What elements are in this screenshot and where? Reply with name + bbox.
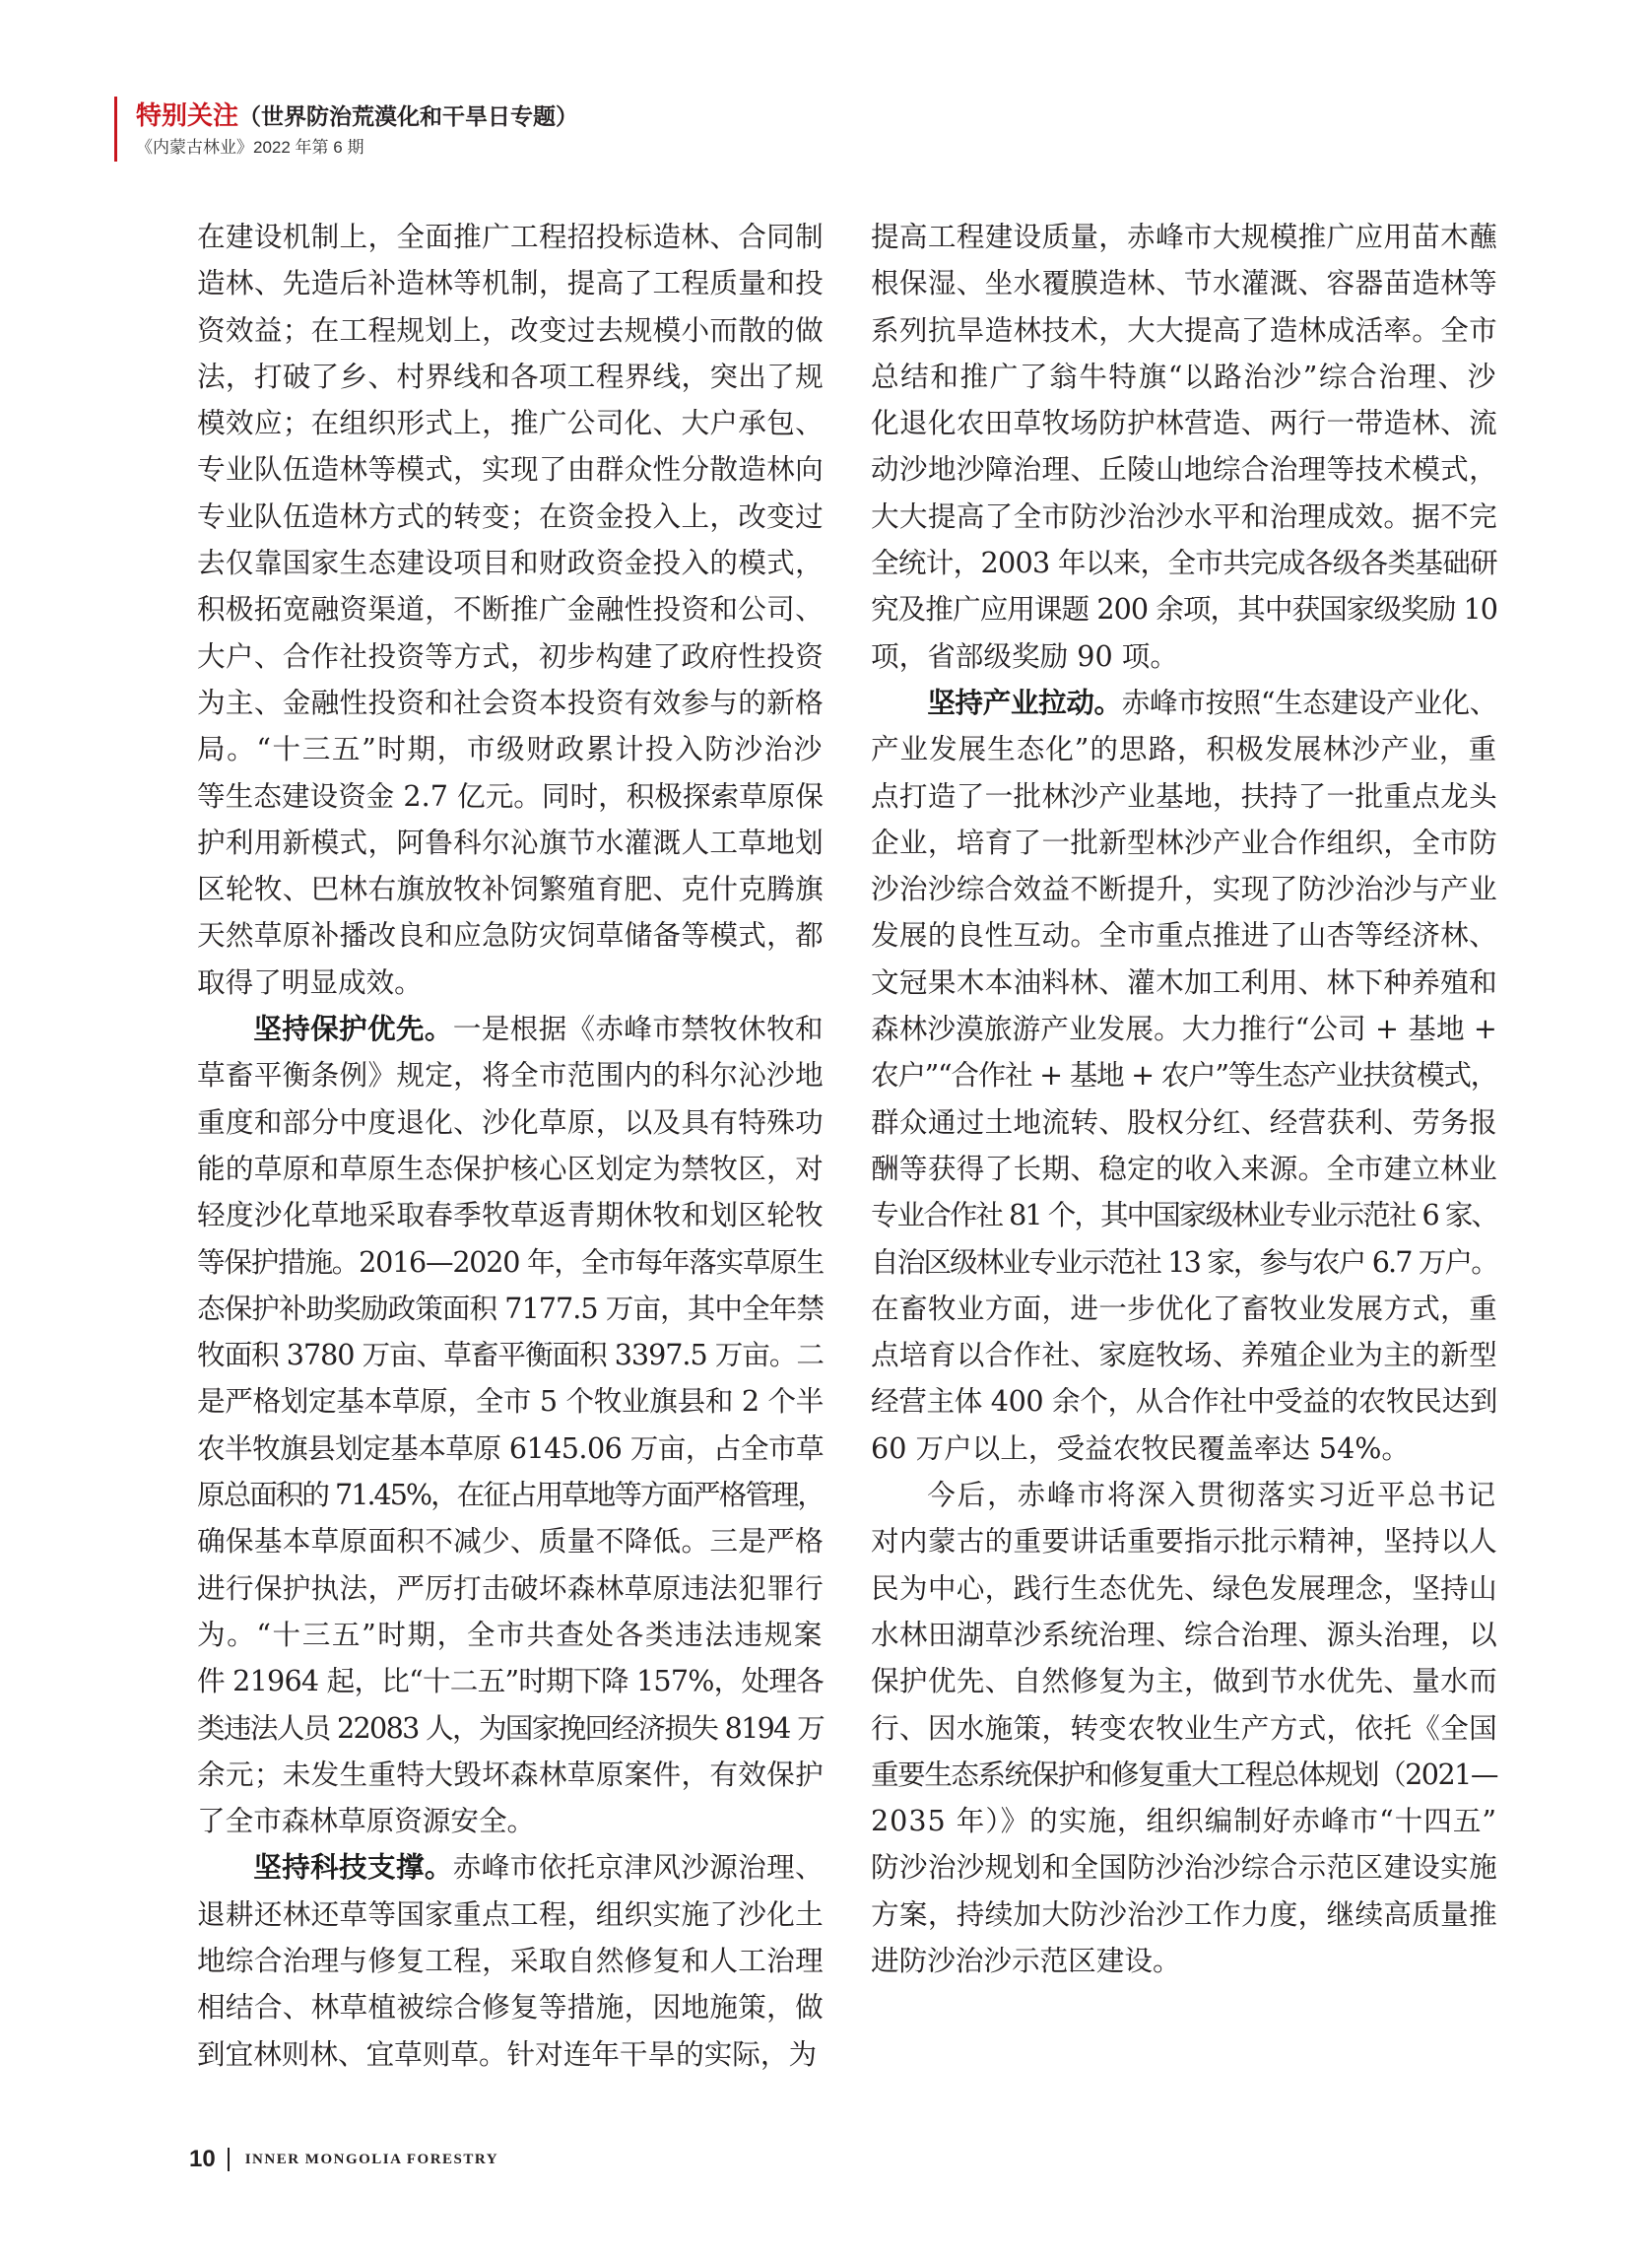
left-column [197,214,824,2078]
text-line [871,773,1497,820]
text-line [197,1099,824,1146]
line-text: 地综合治理与修复工程，采取自然修复和人工治理 [197,1943,824,1977]
text-line [197,1146,824,1192]
text-line [197,1378,824,1425]
line-text: 为主、金融性投资和社会资本投资有效参与的新格 [197,685,824,719]
text-line [197,912,824,959]
text-line [871,400,1497,446]
line-text: 企业，培育了一批新型林沙产业合作组织，全市防 [871,825,1497,859]
text-line [871,540,1497,586]
journal-name: INNER MONGOLIA FORESTRY [244,2151,499,2167]
line-text: 大户、合作社投资等方式，初步构建了政府性投资 [197,638,824,673]
line-text: 沙治沙综合效益不断提升，实现了防沙治沙与产业 [871,872,1497,906]
text-line [197,1239,824,1286]
text-line [871,260,1497,306]
text-line [197,726,824,772]
line-text: 今后，赤峰市将深入贯彻落实习近平总书记 [927,1478,1497,1512]
line-text: 在建设机制上，全面推广工程招投标造林、合同制 [197,220,824,253]
text-line [197,1984,824,2030]
text-line [871,1752,1497,1798]
text-line [871,494,1497,540]
line-text: 局。“十三五”时期，市级财政累计投入防沙治沙 [197,732,824,766]
line-text: 区轮牧、巴林右旗放牧补饲繁殖育肥、克什克腾旗 [197,872,824,906]
line-text: 资效益；在工程规划上，改变过去规模小而散的做 [197,312,824,347]
line-text: 造林、先造后补造林等机制，提高了工程质量和投 [197,266,824,300]
line-text: 森林沙漠旅游产业发展。大力推行“公司 + 基地 + [871,1012,1497,1046]
page-number: 10 [189,2146,216,2172]
line-text: 点培育以合作社、家庭牧场、养殖企业为主的新型 [871,1338,1497,1372]
line-text: 系列抗旱造林技术，大大提高了造林成活率。全市 [871,312,1497,347]
text-line [197,1612,824,1658]
line-text: 态保护补助奖励政策面积 7177.5 万亩，其中全年禁 [197,1291,824,1325]
header-accent-bar [114,97,117,162]
text-line [197,1006,824,1052]
text-line [197,307,824,354]
text-line [871,446,1497,493]
line-text: 发展的良性互动。全市重点推进了山杏等经济林、 [871,918,1497,953]
text-line [197,633,824,680]
text-line [197,773,824,820]
text-line [871,1518,1497,1564]
paragraph-lead: 坚持产业拉动。 [927,685,1122,719]
paragraph [871,1472,1497,1984]
section-label: 特别关注 [136,100,239,130]
text-line [197,1892,824,1938]
text-line [871,1192,1497,1238]
text-line [197,540,824,586]
text-line [197,1565,824,1612]
line-text: 进防沙治沙示范区建设。 [871,1943,1181,1977]
paragraph [197,1006,824,1844]
line-text: 草畜平衡条例》规定，将全市范围内的科尔沁沙地 [197,1058,824,1093]
text-line [871,1426,1497,1472]
line-text: 天然草原补播改良和应急防灾饲草储备等模式，都 [197,918,824,953]
line-text: 专业队伍造林等模式，实现了由群众性分散造林向 [197,452,824,487]
section-topic: （世界防治荒漠化和干旱日专题） [238,103,579,129]
text-line [197,1332,824,1378]
line-text: 取得了明显成效。 [197,964,423,999]
text-line [871,1006,1497,1052]
text-line [197,494,824,540]
line-text: 经营主体 400 余个，从合作社中受益的农牧民达到 [871,1384,1497,1419]
line-text: 专业队伍造林方式的转变；在资金投入上，改变过 [197,498,824,533]
text-line [197,1844,824,1891]
text-line [197,1752,824,1798]
line-text: 化退化农田草牧场防护林营造、两行一带造林、流 [871,406,1497,440]
page-footer [189,2144,498,2175]
line-text: 退耕还林还草等国家重点工程，组织实施了沙化土 [197,1896,824,1931]
line-text: 民为中心，践行生态优先、绿色发展理念，坚持山 [871,1570,1497,1605]
paragraph [871,214,1497,680]
line-text: 根保湿、坐水覆膜造林、节水灌溉、容器苗造林等 [871,266,1497,300]
line-text: 防沙治沙规划和全国防沙治沙综合示范区建设实施 [871,1850,1497,1885]
text-line [871,1705,1497,1752]
line-text: 产业发展生态化”的思路，积极发展林沙产业，重 [871,732,1497,766]
text-line [871,1892,1497,1938]
line-text: 群众通过土地流转、股权分红、经营获利、劳务报 [871,1104,1497,1139]
text-line [871,1565,1497,1612]
line-text: 全统计，2003 年以来，全市共完成各级各类基础研 [871,546,1497,580]
line-text: 护利用新模式，阿鲁科尔沁旗节水灌溉人工草地划 [197,825,824,859]
text-line [197,1938,824,1984]
line-text: 水林田湖草沙系统治理、综合治理、源头治理，以 [871,1617,1497,1651]
line-text: 相结合、林草植被综合修复等措施，因地施策，做 [197,1990,824,2025]
line-text: 一是根据《赤峰市禁牧休牧和 [452,1012,824,1046]
text-line [871,307,1497,354]
text-line [197,1705,824,1752]
text-line [197,400,824,446]
right-column [871,214,1497,1984]
section-header [136,99,578,132]
line-text: 重度和部分中度退化、沙化草原，以及具有特殊功 [197,1104,824,1139]
line-text: 究及推广应用课题 200 余项，其中获国家级奖励 10 [871,592,1497,627]
text-line [197,680,824,726]
text-line [871,866,1497,912]
line-text: 点打造了一批林沙产业基地，扶持了一批重点龙头 [871,778,1497,813]
text-line [871,1378,1497,1425]
text-line [197,1192,824,1238]
text-line [197,1798,824,1844]
text-line [197,820,824,866]
text-line [871,1286,1497,1332]
line-text: 动沙地沙障治理、丘陵山地综合治理等技术模式， [871,452,1497,487]
paragraph-lead: 坚持保护优先。 [253,1012,453,1046]
line-text: 原总面积的 71.45%，在征占用草地等方面严格管理， [197,1478,824,1512]
text-line [197,354,824,400]
line-text: 提高工程建设质量，赤峰市大规模推广应用苗木蘸 [871,220,1497,253]
text-line [871,1239,1497,1286]
line-text: 为。“十三五”时期，全市共查处各类违法违规案 [197,1617,824,1651]
text-line [871,1146,1497,1192]
text-line [871,586,1497,632]
text-line [871,1099,1497,1146]
line-text: 积极拓宽融资渠道，不断推广金融性投资和公司、 [197,592,824,627]
line-text: 轻度沙化草地采取春季牧草返青期休牧和划区轮牧 [197,1198,824,1232]
text-line [871,960,1497,1006]
line-text: 余元；未发生重特大毁坏森林草原案件，有效保护 [197,1757,824,1791]
text-line [871,680,1497,726]
line-text: 到宜林则林、宜草则草。针对连年干旱的实际，为 [197,2036,818,2071]
line-text: 确保基本草原面积不减少、质量不降低。三是严格 [197,1524,824,1559]
text-line [197,1472,824,1518]
text-line [197,866,824,912]
text-line [871,1472,1497,1518]
paragraph [871,680,1497,1472]
line-text: 方案，持续加大防沙治沙工作力度，继续高质量推 [871,1896,1497,1931]
line-text: 能的草原和草原生态保护核心区划定为禁牧区，对 [197,1151,824,1185]
line-text: 重要生态系统保护和修复重大工程总体规划（2021— [871,1757,1497,1791]
text-line [197,586,824,632]
text-line [197,446,824,493]
line-text: 牧面积 3780 万亩、草畜平衡面积 3397.5 万亩。二 [197,1338,824,1372]
line-text: 保护优先、自然修复为主，做到节水优先、量水而 [871,1664,1497,1698]
line-text: 项，省部级奖励 90 项。 [871,638,1178,673]
line-text: 在畜牧业方面，进一步优化了畜牧业发展方式，重 [871,1291,1497,1325]
line-text: 去仅靠国家生态建设项目和财政资金投入的模式， [197,546,824,580]
text-line [871,214,1497,260]
text-line [871,1332,1497,1378]
text-line [197,1286,824,1332]
paragraph [197,214,824,1006]
line-text: 赤峰市依托京津风沙源治理、 [452,1850,824,1885]
text-line [871,912,1497,959]
text-line [197,214,824,260]
issue-info: 《内蒙古林业》2022 年第 6 期 [136,138,364,157]
line-text: 农半牧旗县划定基本草原 6145.06 万亩，占全市草 [197,1430,824,1465]
text-line [197,1518,824,1564]
line-text: 农户”“合作社 + 基地 + 农户”等生态产业扶贫模式， [871,1058,1497,1093]
line-text: 类违法人员 22083 人，为国家挽回经济损失 8194 万 [197,1710,824,1745]
text-line [197,260,824,306]
text-line [197,1658,824,1704]
line-text: 进行保护执法，严厉打击破坏森林草原违法犯罪行 [197,1570,824,1605]
text-line [871,820,1497,866]
text-line [871,1658,1497,1704]
line-text: 等保护措施。2016—2020 年，全市每年落实草原生 [197,1244,824,1279]
text-line [871,1612,1497,1658]
line-text: 酬等获得了长期、稳定的收入来源。全市建立林业 [871,1151,1497,1185]
line-text: 赤峰市按照“生态建设产业化、 [1121,685,1497,719]
text-line [871,726,1497,772]
line-text: 行、因水施策，转变农牧业生产方式，依托《全国 [871,1710,1497,1745]
line-text: 专业合作社 81 个，其中国家级林业专业示范社 6 家、 [871,1198,1497,1232]
text-line [197,1426,824,1472]
text-line [197,960,824,1006]
text-line [871,354,1497,400]
footer-divider [228,2148,230,2171]
text-line [871,633,1497,680]
paragraph-lead: 坚持科技支撑。 [253,1850,453,1885]
line-text: 等生态建设资金 2.7 亿元。同时，积极探索草原保 [197,778,824,813]
line-text: 2035 年）》的实施，组织编制好赤峰市“十四五” [871,1804,1497,1838]
line-text: 对内蒙古的重要讲话重要指示批示精神，坚持以人 [871,1524,1497,1559]
line-text: 大大提高了全市防沙治沙水平和治理成效。据不完 [871,498,1497,533]
text-line [871,1798,1497,1844]
line-text: 自治区级林业专业示范社 13 家，参与农户 6.7 万户。 [871,1244,1497,1279]
line-text: 总结和推广了翁牛特旗“以路治沙”综合治理、沙 [871,359,1497,393]
line-text: 件 21964 起，比“十二五”时期下降 157%，处理各 [197,1664,824,1698]
line-text: 了全市森林草原资源安全。 [197,1804,536,1838]
line-text: 60 万户以上，受益农牧民覆盖率达 54%。 [871,1430,1411,1465]
line-text: 模效应；在组织形式上，推广公司化、大户承包、 [197,406,824,440]
line-text: 是严格划定基本草原，全市 5 个牧业旗县和 2 个半 [197,1384,824,1419]
text-line [197,2031,824,2078]
text-line [197,1052,824,1098]
text-line [871,1844,1497,1891]
line-text: 法，打破了乡、村界线和各项工程界线，突出了规 [197,359,824,393]
text-line [871,1938,1497,1984]
line-text: 文冠果木本油料林、灌木加工利用、林下种养殖和 [871,964,1497,999]
text-line [871,1052,1497,1098]
paragraph [197,1844,824,2077]
